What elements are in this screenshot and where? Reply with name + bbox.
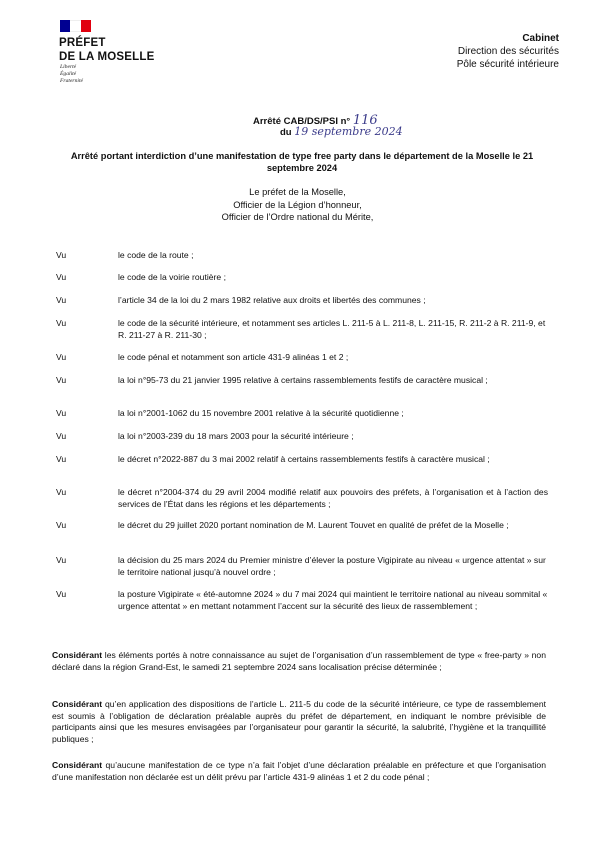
considerant-text: qu’en application des dispositions de l’article L. 211-5 du code de la sécurité intérieure, ce type de rassemblement est soumis à l’obligation de déclaration préalable auprès du préfet de département, en indiquant le nombre prévisible de participants ainsi que les mesures envisagées par l’organisateur pour garantir la sécurité, la salubrité, l’hygiène et la tranquillité publiques ;	[52, 699, 546, 744]
vu-text: l’article 34 de la loi du 2 mars 1982 relative aux droits et libertés des communes ;	[118, 295, 426, 305]
republic-flag-icon	[60, 20, 91, 32]
vu-text: le décret du 29 juillet 2020 portant nomination de M. Laurent Touvet en qualité de préfet de la Moselle ;	[118, 520, 509, 530]
flag-white	[70, 20, 80, 32]
handwritten-number: 116	[352, 113, 378, 128]
vu-label: Vu	[56, 520, 67, 530]
service-direction: Direction des sécurités	[457, 46, 559, 57]
vu-label: Vu	[56, 589, 67, 599]
vu-label: Vu	[56, 408, 67, 418]
vu-text: le décret n°2022-887 du 3 mai 2002 relatif à certains rassemblements festifs à caractère musical ;	[118, 454, 490, 464]
arrete-title: Arrêté portant interdiction d’une manifestation de type free party dans le département de la Moselle le 21 septembre 2024	[70, 151, 534, 173]
vu-text: le code pénal et notamment son article 431-9 alinéas 1 et 2 ;	[118, 352, 349, 362]
service-pole: Pôle sécurité intérieure	[456, 59, 559, 70]
vu-label: Vu	[56, 454, 67, 464]
motto-fraternite: Fraternité	[60, 78, 83, 84]
vu-text: le décret n°2004-374 du 29 avril 2004 modifié relatif aux pouvoirs des préfets, à l’organisation et à l’action des services de l’État dans les régions et les départements ;	[118, 487, 548, 509]
prefect-line: Le préfet de la Moselle,	[249, 187, 346, 197]
prefect-block	[0, 186, 595, 224]
prefect-line: Officier de la Légion d’honneur,	[233, 199, 362, 210]
vu-text: la décision du 25 mars 2024 du Premier ministre d’élever la posture Vigipirate au niveau « urgence attentat » sur le territoire national jusqu’à nouvel ordre ;	[118, 555, 546, 577]
considerant-label: Considérant	[52, 650, 103, 660]
considerant-label: Considérant	[52, 699, 103, 709]
flag-blue	[60, 20, 70, 32]
flag-red	[81, 20, 91, 32]
vu-text: la posture Vigipirate « été-automne 2024 » du 7 mai 2024 qui maintient le territoire national au niveau sommital « urgence attentat » en mettant notamment l’accent sur la sécurité des lieux de rassemblement ;	[118, 589, 548, 611]
vu-label: Vu	[56, 272, 67, 282]
considerant-label: Considérant	[52, 760, 103, 770]
logo-line-prefet: PRÉFET	[59, 37, 106, 49]
logo-line-moselle: DE LA MOSELLE	[59, 51, 155, 63]
prefect-line: Officier de l’Ordre national du Mérite,	[221, 212, 374, 222]
vu-label: Vu	[56, 487, 67, 497]
considerant-paragraph	[52, 650, 546, 673]
vu-label: Vu	[56, 318, 67, 328]
vu-text: la loi n°2003-239 du 18 mars 2003 pour la sécurité intérieure ;	[118, 431, 354, 441]
considerant-text: les éléments portés à notre connaissance au sujet de l’organisation d’un rassemblement de type « free-party » non déclaré dans la région Grand-Est, le samedi 21 septembre 2024 sans localisation précise déterminée ;	[52, 650, 546, 672]
vu-label: Vu	[56, 431, 67, 441]
motto-egalite: Égalité	[60, 71, 77, 77]
date-label: du	[280, 127, 292, 138]
vu-label: Vu	[56, 250, 67, 260]
considerant-paragraph	[52, 699, 546, 745]
vu-text: le code de la voirie routière ;	[118, 272, 226, 282]
issuing-service	[457, 32, 559, 71]
service-cabinet: Cabinet	[522, 33, 559, 44]
vu-text: la loi n°95-73 du 21 janvier 1995 relative à certains rassemblements festifs de caractère musical ;	[118, 375, 488, 385]
vu-label: Vu	[56, 295, 67, 305]
vu-label: Vu	[56, 555, 67, 565]
vu-text: le code de la sécurité intérieure, et notamment ses articles L. 211-5 à L. 211-8, L. 211-15, R. 211-2 à R. 211-9, et R. 211-27 à R. 211-30 ;	[118, 318, 546, 340]
vu-label: Vu	[56, 352, 67, 362]
handwritten-date: 19 septembre 2024	[294, 125, 403, 138]
considerant-paragraph	[52, 760, 546, 783]
motto-liberte: Liberté	[60, 64, 77, 70]
vu-text: le code de la route ;	[118, 250, 194, 260]
vu-text: la loi n°2001-1062 du 15 novembre 2001 relative à la sécurité quotidienne ;	[118, 408, 404, 418]
arrete-date	[280, 125, 403, 138]
vu-label: Vu	[56, 375, 67, 385]
considerant-text: qu’aucune manifestation de ce type n’a fait l’objet d’une déclaration préalable en préfecture et que l’organisation d’une manifestation non déclarée est un délit prévu par l’article 431-9 alinéas 1 et 2 du code pénal ;	[52, 760, 546, 782]
reference-label: Arrêté CAB/DS/PSI n°	[253, 116, 351, 127]
